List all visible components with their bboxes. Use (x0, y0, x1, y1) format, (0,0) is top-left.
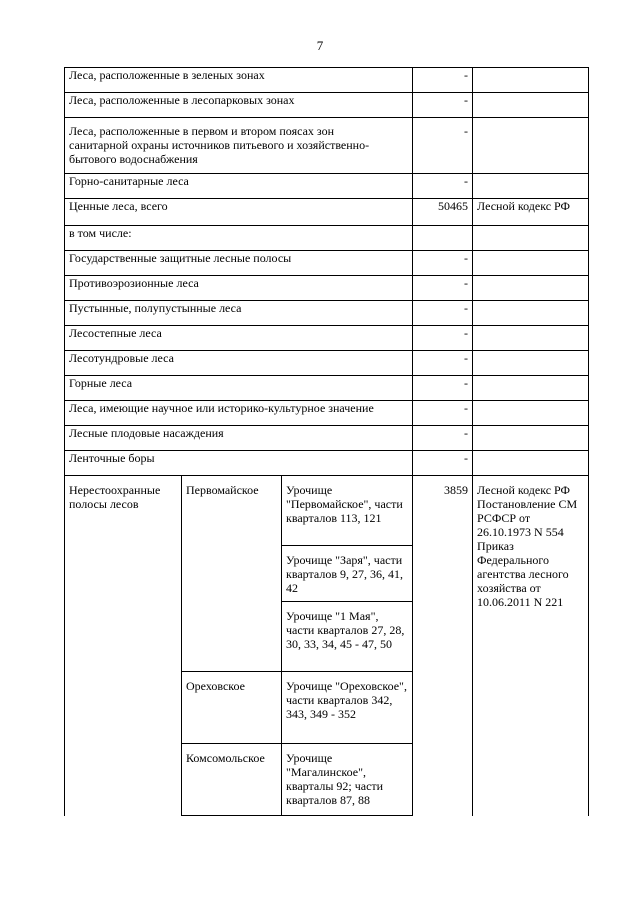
row-basis (473, 251, 589, 276)
row-value: - (413, 174, 473, 199)
row-label: Ленточные боры (65, 451, 413, 476)
table-row (65, 251, 589, 276)
row-basis (473, 451, 589, 476)
row-basis (473, 351, 589, 376)
forestry-name: Ореховское (182, 672, 282, 744)
forest-categories-table (64, 67, 589, 816)
row-label: Горные леса (65, 376, 413, 401)
row-basis: Лесной кодекс РФ (473, 199, 589, 226)
row-value: - (413, 276, 473, 301)
tract-cell: Урочище "Ореховское", части кварталов 342, 343, 349 - 352 (282, 672, 413, 744)
forestry-name: Первомайское (182, 476, 282, 672)
row-basis (473, 326, 589, 351)
table-row (65, 118, 589, 174)
row-label: Противоэрозионные леса (65, 276, 413, 301)
row-basis (473, 401, 589, 426)
row-value: - (413, 351, 473, 376)
row-basis (473, 376, 589, 401)
row-value: - (413, 93, 473, 118)
table-row (65, 476, 589, 546)
row-value: 50465 (413, 199, 473, 226)
row-value: - (413, 68, 473, 93)
row-value: - (413, 376, 473, 401)
row-value (413, 226, 473, 251)
row-basis (473, 118, 589, 174)
table-row (65, 226, 589, 251)
spawning-value: 3859 (413, 476, 473, 816)
row-label: Леса, расположенные в зеленых зонах (65, 68, 413, 93)
table-row (65, 351, 589, 376)
table-row (65, 326, 589, 351)
row-label: в том числе: (65, 226, 413, 251)
row-basis (473, 68, 589, 93)
table-row (65, 426, 589, 451)
tract-cell: Урочище "Магалинское", кварталы 92; части кварталов 87, 88 (282, 744, 413, 816)
table-row (65, 68, 589, 93)
row-value: - (413, 118, 473, 174)
table-row (65, 93, 589, 118)
row-label: Пустынные, полупустынные леса (65, 301, 413, 326)
tract-cell: Урочище "Заря", части кварталов 9, 27, 36, 41, 42 (282, 546, 413, 602)
row-label: Леса, расположенные в первом и втором поясах зон санитарной охраны источников питьевого и хозяйственно-бытового водоснабжения (65, 118, 413, 174)
row-label: Леса, имеющие научное или историко-культурное значение (65, 401, 413, 426)
table-row (65, 174, 589, 199)
row-label: Лесные плодовые насаждения (65, 426, 413, 451)
row-value: - (413, 326, 473, 351)
page-number: 7 (316, 38, 324, 53)
row-basis (473, 226, 589, 251)
row-basis (473, 426, 589, 451)
table-row (65, 276, 589, 301)
row-label: Лесотундровые леса (65, 351, 413, 376)
table-row (65, 376, 589, 401)
tract-cell: Урочище "Первомайское", части кварталов 113, 121 (282, 476, 413, 546)
row-label: Государственные защитные лесные полосы (65, 251, 413, 276)
tract-cell: Урочище "1 Мая", части кварталов 27, 28, 30, 33, 34, 45 - 47, 50 (282, 602, 413, 672)
row-basis (473, 301, 589, 326)
row-basis (473, 174, 589, 199)
table-row (65, 451, 589, 476)
table-row (65, 301, 589, 326)
row-basis (473, 276, 589, 301)
row-value: - (413, 451, 473, 476)
row-label: Горно-санитарные леса (65, 174, 413, 199)
row-label: Лесостепные леса (65, 326, 413, 351)
row-label: Ценные леса, всего (65, 199, 413, 226)
row-value: - (413, 401, 473, 426)
row-label: Леса, расположенные в лесопарковых зонах (65, 93, 413, 118)
forestry-name: Комсомольское (182, 744, 282, 816)
table-row (65, 401, 589, 426)
row-value: - (413, 251, 473, 276)
row-value: - (413, 426, 473, 451)
table-row (65, 199, 589, 226)
spawning-label: Нерестоохранные полосы лесов (65, 476, 182, 816)
row-value: - (413, 301, 473, 326)
row-basis (473, 93, 589, 118)
spawning-basis: Лесной кодекс РФ Постановление СМ РСФСР от 26.10.1973 N 554 Приказ Федерального агентства лесного хозяйства от 10.06.2011 N 221 (473, 476, 589, 816)
